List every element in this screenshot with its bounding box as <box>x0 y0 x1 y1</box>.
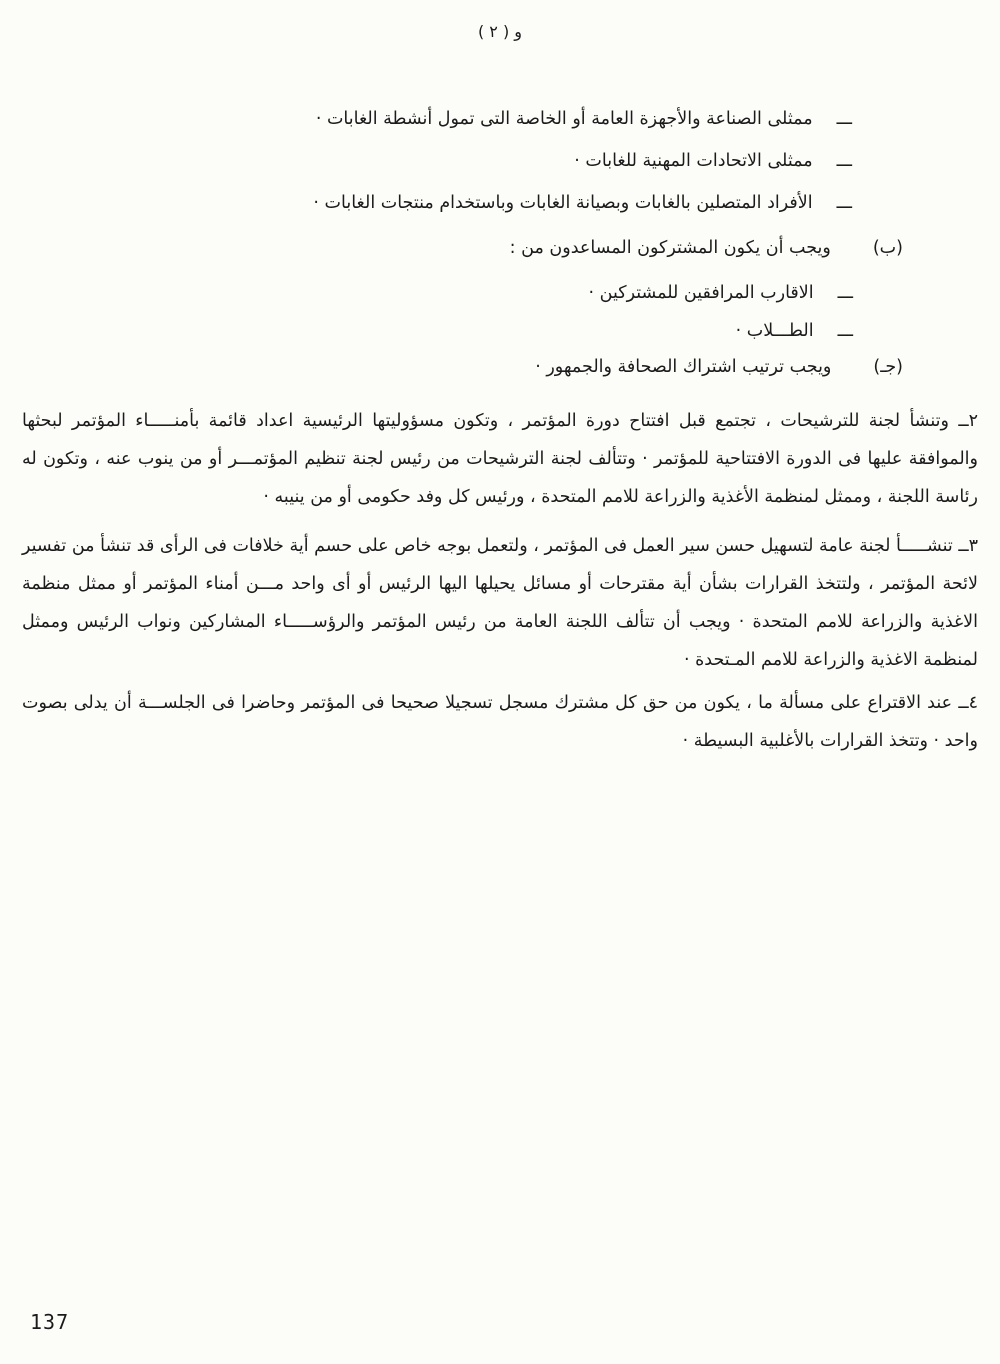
list-item <box>30 104 852 135</box>
clause-b-sublist <box>30 278 853 347</box>
clause-b-marker: (ب) <box>872 238 903 258</box>
list-item-text: ممثلى الصناعة والأجهزة العامة أو الخاصة التى تمول أنشطة الغابات · <box>315 109 813 129</box>
page-header <box>0 22 1000 41</box>
list-item <box>30 146 852 177</box>
clause-b <box>30 233 903 354</box>
clause-j-marker: (جـ) <box>873 357 903 377</box>
list-item <box>30 316 853 347</box>
dash-marker-icon: ـــ <box>837 321 853 341</box>
clause-j-text: ويجب ترتيب اشتراك الصحافة والجمهور · <box>535 357 832 377</box>
paragraph-3: ٣ــ تنشـــــأ لجنة عامة لتسهيل حسن سير العمل فى المؤتمر ، ولتعمل بوجه خاص على حسم أية خلافات فى الرأى قد تنشأ من تفسير لائحة المؤتمر ، ولتتخذ القرارات بشأن أية مقترحات أو مسائل يحيلها اليها الرئيس أو أى واحد مـــن أمناء المؤتمر أو ممثل منظمة الاغذية والزراعة للامم المتحدة · ويجب أن تتألف اللجنة العامة من رئيس المؤتمر والرؤســـــاء المشاركين ونواب الرئيس وممثل لمنظمة الاغذية والزراعة للامم المـتحدة · <box>22 536 978 670</box>
clause-j-row <box>30 352 903 383</box>
dash-marker-icon: ـــ <box>836 109 852 129</box>
list-item-text: الأفراد المتصلين بالغابات وبصيانة الغابات وباستخدام منتجات الغابات · <box>313 193 813 213</box>
dash-marker-icon: ـــ <box>836 193 852 213</box>
clause-b-text: ويجب أن يكون المشتركون المساعدون من : <box>509 238 831 258</box>
clause-b-row <box>30 233 903 264</box>
dash-marker-icon: ـــ <box>837 283 853 303</box>
dash-marker-icon: ـــ <box>836 151 852 171</box>
list-item-text: ممثلى الاتحادات المهنية للغابات · <box>574 151 813 171</box>
list-item <box>30 278 853 309</box>
paragraph-2: ٢ــ وتنشأ لجنة للترشيحات ، تجتمع قبل افتتاح دورة المؤتمر ، وتكون مسؤوليتها الرئيسية اعداد قائمة بأمنـــــاء المؤتمر لبحثها والموافقة عليها فى الدورة الافتتاحية للمؤتمر · وتتألف لجنة الترشيحات من رئيس لجنة تنظيم المؤتمـــر أو من ينوب عنه ، وتكون له رئاسة اللجنة ، وممثل لمنظمة الأغذية والزراعة للامم المتحدة ، ورئيس كل وفد حكومى أو من ينيبه · <box>22 411 978 507</box>
list-item-text: الاقارب المرافقين للمشتركين · <box>588 283 814 303</box>
clause-j <box>30 352 903 383</box>
list-item-text: الطـــلاب · <box>735 321 814 341</box>
part-number-label: و ( ٢ ) <box>477 22 523 41</box>
participants-dash-list <box>30 104 852 230</box>
list-item <box>30 188 852 219</box>
paragraph-4: ٤ــ عند الاقتراع على مسألة ما ، يكون من حق كل مشترك مسجل تسجيلا صحيحا فى المؤتمر وحاضرا فى الجلســـة أن يدلى بصوت واحد · وتتخذ القرارات بالأغلبية البسيطة · <box>22 693 978 751</box>
page-number: 137 <box>30 1310 70 1334</box>
